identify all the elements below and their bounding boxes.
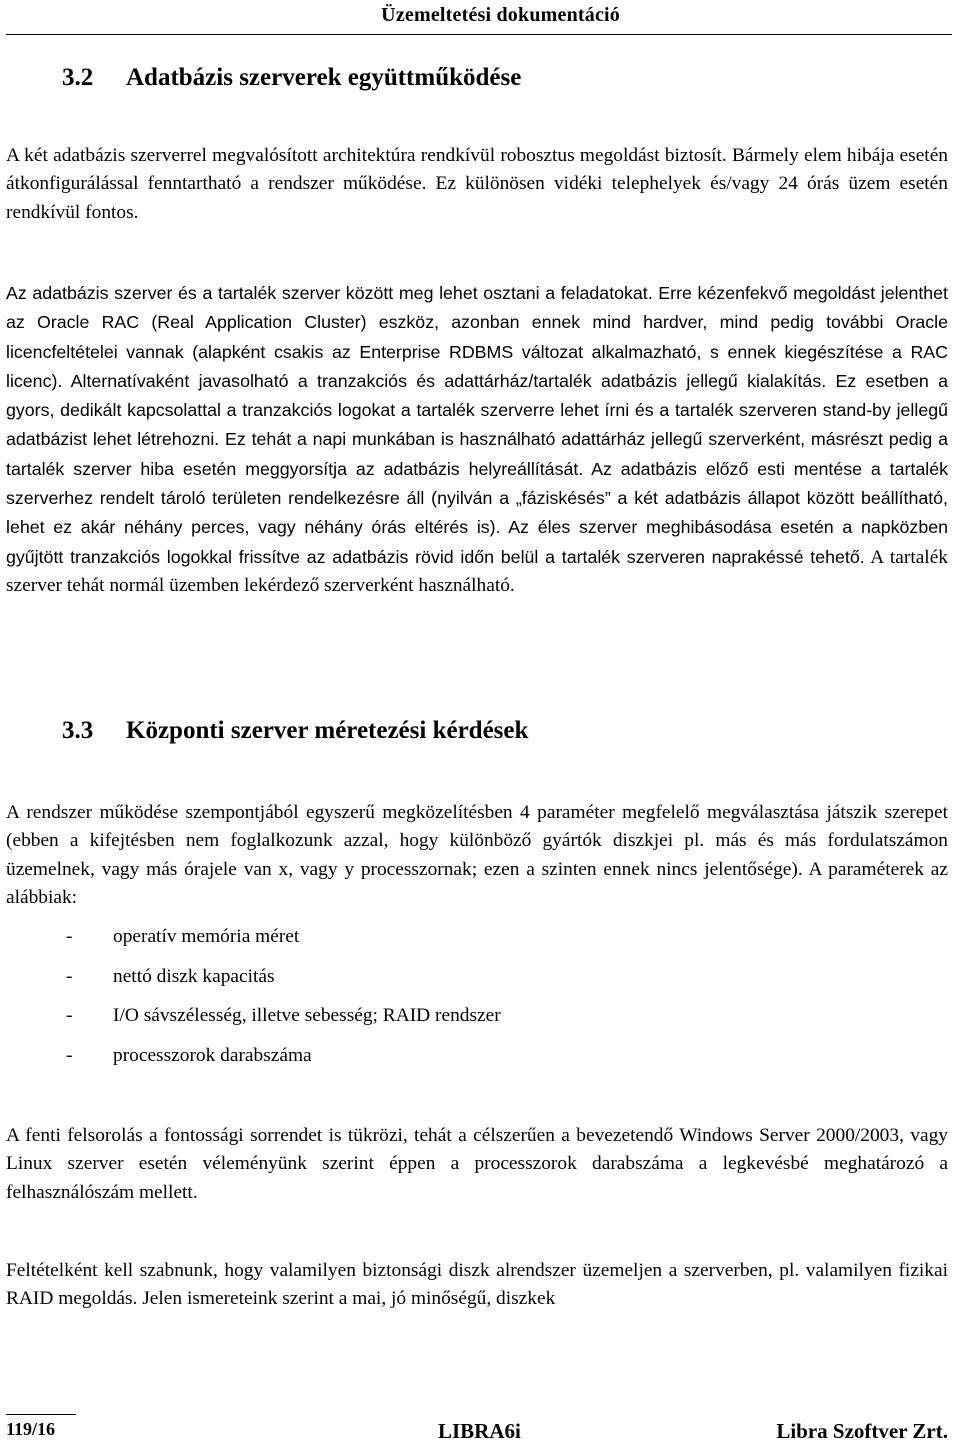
document-header-title: Üzemeltetési dokumentáció [381, 4, 620, 26]
header-divider [6, 34, 952, 35]
section-3-2-paragraph-2-ending: A tartalék szerver tehát normál üzemben lekérdező szerverként használható. [6, 546, 948, 596]
list-item-text: nettó diszk kapacitás [113, 965, 275, 987]
section-3-2-number: 3.2 [62, 64, 94, 91]
section-3-2-heading [62, 64, 521, 92]
footer-page-number: 119/16 [6, 1419, 56, 1439]
section-3-3-title: Központi szerver méretezési kérdések [126, 717, 529, 744]
list-item [66, 1002, 501, 1042]
list-item [66, 1042, 501, 1082]
list-dash: - [66, 1005, 73, 1026]
section-3-2-paragraph-1: A két adatbázis szerverrel megvalósított architektúra rendkívül robosztus megoldást biztosít. Bármely elem hibája esetén átkonfigurálással fenntartható a rendszer működése. Ez különösen vidéki telephelyek és/vagy 24 órás üzem esetén rendkívül fontos. [6, 145, 948, 223]
list-item [66, 923, 501, 963]
list-item-text: processzorok darabszáma [113, 1044, 312, 1066]
section-3-3-number: 3.3 [62, 717, 94, 744]
footer-company-name: Libra Szoftver Zrt. [776, 1419, 948, 1443]
list-item-text: operatív memória méret [113, 926, 300, 947]
list-item [66, 963, 501, 1003]
section-3-3-paragraph-2: A fenti felsorolás a fontossági sorrendet is tükrözi, tehát a célszerűen a bevezetendő Windows Server 2000/2003, vagy Linux szerver esetén véleményünk szerint éppen a processzorok darabszáma a legkevésbé meghatározó a felhasználószám mellett. [6, 1125, 948, 1203]
section-3-2-paragraph-2-text: Az adatbázis szerver és a tartalék szerver között meg lehet osztani a feladatokat. Erre kézenfekvő megoldást jelenthet az Oracle RAC (Real Application Cluster) eszköz, azonban ennek mind hardver, mind pedig további Oracle licencfeltételei vannak (alapként csakis az Enterprise RDBMS változat alkalmazható, s ennek kiegészítése a RAC licenc). Alternatívaként javasolható a tranzakciós és adattárház/tartalék adatbázis jellegű kialakítás. Ez esetben a gyors, dedikált kapcsolattal a tranzakciós logokat a tartalék szerverre lehet írni és a tartalék szerveren stand-by jellegű adatbázist lehet létrehozni. Ez tehát a napi munkában is használható adattárház jellegű szerverként, másrészt pedig a tartalék szerver hiba esetén meggyorsítja az adatbázis helyreállítását. Az adatbázis előző esti mentése a tartalék szerverhez rendelt tároló területen rendelkezésre áll (nyilván a „fáziskésés” a két adatbázis állapot között beállítható, lehet ez akár néhány perces, vagy néhány órás eltérés is). Az éles szerver meghibásodása esetén a napközben gyűjtött tranzakciós logokkal frissítve az adatbázis rövid időn belül a tartalék szerveren naprakéssé tehető. [6, 283, 948, 567]
list-dash: - [66, 965, 73, 987]
footer-product-name: LIBRA6i [438, 1419, 521, 1443]
list-item-text: I/O sávszélesség, illetve sebesség; RAID rendszer [113, 1005, 501, 1026]
list-dash: - [66, 1044, 73, 1066]
section-3-3-paragraph-1: A rendszer működése szempontjából egyszerű megközelítésben 4 paraméter megfelelő megválasztása játszik szerepet (ebben a kifejtésben nem foglalkozunk azzal, hogy különböző gyártók diszkjei pl. más és más fordulatszámon üzemelnek, vagy más órajele van x, vagy y processzornak; ezen a szinten ennek nincs jelentősége). A paraméterek az alábbiak: [6, 802, 948, 908]
footer-divider [6, 1414, 76, 1415]
parameter-list [66, 923, 501, 1081]
list-dash: - [66, 926, 73, 947]
section-3-2-paragraph-2 [6, 279, 948, 600]
section-3-2-title: Adatbázis szerverek együttműködése [126, 64, 522, 91]
section-3-3-heading [62, 717, 528, 745]
section-3-3-paragraph-3: Feltételként kell szabnunk, hogy valamilyen biztonsági diszk alrendszer üzemeljen a szerverben, pl. valamilyen fizikai RAID megoldás. Jelen ismereteink szerint a mai, jó minőségű, diszkek [6, 1260, 948, 1310]
